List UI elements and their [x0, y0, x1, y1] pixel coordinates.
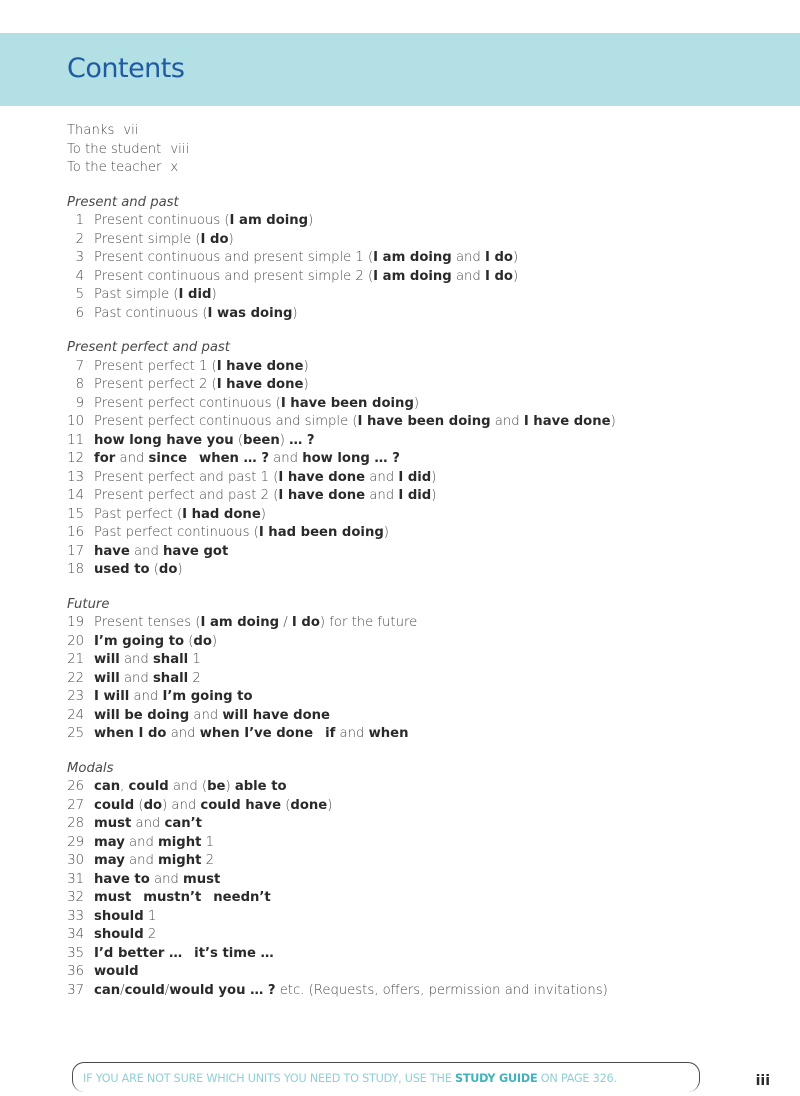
unit-row[interactable] — [67, 231, 787, 250]
unit-number: 20 — [67, 633, 84, 649]
unit-row[interactable] — [67, 487, 787, 506]
section-title: Future — [67, 596, 110, 612]
unit-row[interactable] — [67, 543, 787, 562]
unit-number: 28 — [67, 816, 84, 831]
grammar-form: I do — [291, 615, 320, 630]
front-matter-page: x — [170, 160, 179, 175]
unit-number: 21 — [67, 652, 84, 667]
grammar-form: may — [94, 834, 125, 850]
unit-text: ) — [383, 525, 389, 540]
unit-row[interactable] — [67, 797, 787, 816]
front-matter-item[interactable] — [67, 122, 787, 141]
unit-text: and — [131, 816, 165, 831]
unit-title — [94, 249, 518, 268]
unit-title — [94, 945, 274, 964]
unit-number: 15 — [67, 506, 84, 522]
grammar-form: may — [94, 853, 125, 868]
unit-title — [94, 469, 436, 488]
grammar-form: I did — [398, 488, 432, 503]
unit-number: 11 — [67, 432, 84, 448]
grammar-form: do — [158, 562, 178, 577]
unit-number: 22 — [67, 670, 84, 686]
unit-row[interactable] — [67, 725, 787, 744]
grammar-form: shall — [152, 670, 189, 686]
unit-text: ( — [149, 562, 159, 577]
unit-number: 32 — [67, 890, 84, 905]
unit-number: 12 — [67, 451, 84, 466]
unit-row[interactable] — [67, 889, 787, 908]
unit-number: 18 — [67, 562, 84, 577]
unit-title — [94, 889, 271, 908]
unit-row[interactable] — [67, 707, 787, 726]
unit-row[interactable] — [67, 469, 787, 488]
grammar-form: when — [368, 726, 409, 741]
unit-row[interactable] — [67, 212, 787, 231]
study-guide-note — [72, 1062, 700, 1092]
unit-number: 1 — [75, 213, 84, 228]
unit-text: and — [119, 670, 153, 686]
unit-text: / — [279, 615, 292, 630]
unit-number: 36 — [67, 964, 84, 979]
grammar-form: I have done — [278, 488, 366, 503]
grammar-form: would — [94, 964, 139, 979]
unit-text: Past perfect continuous ( — [94, 525, 259, 540]
grammar-form: if — [325, 726, 336, 741]
grammar-form: can’t — [164, 816, 202, 831]
grammar-form: might — [158, 834, 202, 850]
grammar-form: will have done — [222, 707, 330, 723]
grammar-form: I have done — [216, 377, 304, 392]
grammar-form: will — [94, 652, 120, 667]
front-matter-item[interactable] — [67, 141, 787, 160]
unit-row[interactable] — [67, 871, 787, 890]
header-banner — [0, 33, 800, 106]
grammar-form: how long … ? — [302, 451, 400, 466]
unit-number: 29 — [67, 834, 84, 850]
grammar-form: must — [94, 816, 132, 831]
unit-title — [94, 725, 408, 744]
grammar-form: I have done — [523, 414, 611, 429]
unit-text: ) — [303, 377, 309, 392]
grammar-form: I’m going to — [94, 633, 185, 649]
unit-text: , — [120, 779, 129, 794]
unit-number: 3 — [75, 250, 84, 265]
unit-row[interactable] — [67, 286, 787, 305]
unit-text: and — [365, 488, 399, 503]
front-matter-page: viii — [170, 141, 190, 157]
unit-title — [94, 778, 287, 797]
unit-text: etc. (Requests, offers, permission and invitations) — [275, 982, 608, 998]
grammar-form: shall — [152, 652, 189, 667]
section-title: Modals — [67, 760, 114, 776]
unit-title — [94, 413, 616, 432]
unit-text: ) — [260, 506, 266, 522]
unit-text: ) — [177, 562, 183, 577]
unit-text: / — [120, 982, 125, 998]
unit-text: ) — [225, 779, 235, 794]
grammar-form: could — [94, 797, 135, 813]
unit-title — [94, 231, 234, 250]
grammar-form: … ? — [289, 432, 315, 448]
unit-text: and — [129, 689, 163, 704]
unit-title — [94, 651, 201, 670]
unit-text: ) — [211, 633, 218, 649]
unit-title — [94, 963, 139, 982]
grammar-form: for — [94, 451, 116, 466]
unit-title — [94, 926, 156, 945]
unit-title — [94, 450, 400, 469]
unit-row[interactable] — [67, 963, 787, 982]
unit-title — [94, 982, 608, 1001]
grammar-form: could — [124, 982, 165, 998]
note-suffix: ON PAGE 326. — [537, 1072, 617, 1085]
unit-text: ( — [281, 797, 291, 813]
unit-text: ) — [292, 305, 298, 321]
grammar-form: could — [128, 779, 169, 794]
unit-row[interactable] — [67, 450, 787, 469]
unit-text: Present continuous and present simple 2 ( — [94, 268, 374, 284]
grammar-form: have got — [163, 543, 229, 559]
unit-title — [94, 871, 220, 890]
unit-number: 14 — [67, 488, 84, 503]
unit-text: ) — [431, 488, 437, 503]
unit-number: 4 — [75, 268, 84, 284]
grammar-form: I’m going to — [162, 689, 253, 704]
unit-title — [94, 543, 228, 562]
unit-title — [94, 852, 214, 871]
grammar-form: must — [94, 890, 132, 905]
unit-row[interactable] — [67, 268, 787, 287]
grammar-form: when I’ve done — [199, 726, 314, 741]
grammar-form: I am doing — [200, 615, 280, 630]
unit-row[interactable] — [67, 688, 787, 707]
unit-row[interactable] — [67, 561, 787, 580]
unit-number: 27 — [67, 797, 84, 813]
unit-row[interactable] — [67, 852, 787, 871]
unit-row[interactable] — [67, 376, 787, 395]
unit-text: Present perfect continuous ( — [94, 395, 281, 411]
unit-text: ) and — [162, 797, 201, 813]
unit-number: 2 — [75, 231, 84, 247]
grammar-form: will be doing — [94, 707, 190, 723]
grammar-form: do — [193, 633, 212, 649]
front-matter-item[interactable] — [67, 159, 787, 178]
grammar-form: I will — [94, 689, 130, 704]
unit-number: 37 — [67, 982, 84, 998]
unit-text: Present perfect 1 ( — [94, 358, 217, 374]
unit-text: ) — [228, 231, 234, 247]
unit-title — [94, 561, 183, 580]
page-title: Contents — [67, 53, 185, 84]
unit-title — [94, 834, 214, 853]
grammar-form: should — [94, 927, 144, 942]
unit-text: Past perfect ( — [94, 506, 183, 522]
unit-text: ) — [413, 395, 420, 411]
section — [67, 194, 787, 324]
unit-number: 34 — [67, 927, 84, 942]
unit-text: and — [115, 451, 149, 466]
grammar-form: I do — [484, 268, 513, 284]
unit-text: and — [268, 451, 303, 466]
unit-row[interactable] — [67, 926, 787, 945]
unit-title — [94, 305, 298, 324]
unit-row[interactable] — [67, 358, 787, 377]
unit-text: ) — [279, 432, 290, 448]
unit-text: Present perfect and past 2 ( — [94, 488, 279, 503]
unit-text: Present perfect continuous and simple ( — [94, 414, 358, 429]
unit-title — [94, 688, 253, 707]
unit-text: and — [129, 543, 164, 559]
unit-text: ) — [327, 797, 333, 813]
unit-title — [94, 614, 417, 633]
unit-text: ) for the future — [319, 615, 418, 630]
unit-number: 26 — [67, 779, 84, 794]
unit-number: 24 — [67, 707, 84, 723]
front-matter-page: vii — [123, 123, 139, 138]
grammar-form: must — [183, 871, 221, 887]
unit-text: and — [119, 652, 153, 667]
unit-title — [94, 268, 518, 287]
grammar-form: I am doing — [373, 250, 452, 265]
study-guide-link[interactable]: STUDY GUIDE — [454, 1072, 538, 1085]
unit-number: 5 — [75, 287, 84, 302]
front-matter-label: Thanks — [67, 123, 115, 138]
unit-text: and — [124, 834, 159, 850]
sections — [67, 194, 787, 1001]
grammar-form: able to — [234, 779, 287, 794]
unit-row[interactable] — [67, 413, 787, 432]
grammar-form: I am doing — [229, 213, 309, 228]
unit-title — [94, 358, 309, 377]
unit-text: ) — [512, 250, 519, 265]
section-title: Present and past — [67, 194, 179, 210]
unit-text: and — [189, 707, 223, 723]
unit-text: / — [164, 982, 170, 998]
unit-text: ( — [233, 432, 244, 448]
unit-text: Present perfect 2 ( — [94, 377, 217, 392]
contents-list — [67, 122, 787, 1000]
unit-title — [94, 286, 217, 305]
unit-number: 9 — [75, 395, 84, 411]
unit-title — [94, 506, 266, 525]
section — [67, 596, 787, 744]
note-prefix: IF YOU ARE NOT SURE WHICH UNITS YOU NEED TO STUDY, USE THE — [83, 1072, 455, 1085]
unit-text: and — [335, 726, 369, 741]
grammar-form: might — [158, 853, 202, 868]
grammar-form: I’d better … — [94, 945, 183, 961]
grammar-form: I have been doing — [280, 395, 414, 411]
grammar-form: I do — [484, 250, 513, 265]
unit-title — [94, 707, 330, 726]
unit-text: and — [124, 853, 159, 868]
unit-row[interactable] — [67, 432, 787, 451]
unit-title — [94, 376, 309, 395]
grammar-form: I have done — [278, 469, 366, 485]
unit-text: 2 — [143, 927, 157, 942]
grammar-form: mustn’t — [143, 890, 202, 905]
unit-row[interactable] — [67, 908, 787, 927]
unit-text: Present perfect and past 1 ( — [94, 469, 279, 485]
grammar-form: have — [94, 543, 130, 559]
unit-text: and — [365, 469, 399, 485]
unit-title — [94, 395, 419, 414]
unit-text: Past simple ( — [94, 287, 179, 302]
unit-title — [94, 432, 315, 451]
unit-text: Present continuous and present simple 1 ( — [94, 250, 374, 265]
unit-number: 31 — [67, 871, 84, 887]
unit-row[interactable] — [67, 651, 787, 670]
grammar-form: been — [243, 432, 280, 448]
page-number: iii — [755, 1073, 770, 1089]
unit-text: 1 — [188, 652, 201, 667]
unit-text: and — [166, 726, 200, 741]
unit-text: and — [451, 250, 485, 265]
grammar-form: can — [94, 779, 121, 794]
unit-number: 10 — [67, 414, 84, 429]
unit-row[interactable] — [67, 778, 787, 797]
unit-text: and ( — [168, 779, 208, 794]
unit-title — [94, 524, 389, 543]
unit-text: ) — [431, 469, 437, 485]
unit-title — [94, 797, 332, 816]
grammar-form: could have — [200, 797, 282, 813]
unit-number: 23 — [67, 689, 84, 704]
grammar-form: used to — [94, 562, 150, 577]
unit-number: 6 — [75, 305, 84, 321]
unit-number: 17 — [67, 543, 84, 559]
front-matter-label: To the teacher — [67, 160, 162, 175]
unit-row[interactable] — [67, 982, 787, 1001]
unit-text: Past continuous ( — [94, 305, 208, 321]
grammar-form: when … ? — [199, 451, 269, 466]
grammar-form: I have been doing — [357, 414, 491, 429]
grammar-form: will — [94, 670, 120, 686]
unit-row[interactable] — [67, 524, 787, 543]
grammar-form: be — [207, 779, 226, 794]
unit-text: ) — [308, 213, 314, 228]
grammar-form: since — [148, 451, 188, 466]
grammar-form: I did — [178, 287, 212, 302]
unit-row[interactable] — [67, 614, 787, 633]
unit-number: 25 — [67, 726, 84, 741]
unit-text: ( — [134, 797, 144, 813]
unit-row[interactable] — [67, 249, 787, 268]
unit-number: 33 — [67, 908, 84, 924]
grammar-form: I did — [398, 469, 432, 485]
unit-text: and — [490, 414, 524, 429]
unit-row[interactable] — [67, 506, 787, 525]
grammar-form: I had done — [182, 506, 261, 522]
unit-row[interactable] — [67, 305, 787, 324]
section — [67, 339, 787, 580]
unit-text: ) — [211, 287, 217, 302]
grammar-form: it’s time … — [194, 945, 274, 961]
unit-number: 7 — [75, 358, 84, 374]
unit-text: Present continuous ( — [94, 213, 230, 228]
grammar-form: should — [94, 908, 144, 924]
unit-text: ) — [303, 358, 309, 374]
unit-number: 13 — [67, 469, 84, 485]
unit-number: 35 — [67, 945, 84, 961]
grammar-form: I was doing — [207, 305, 293, 321]
unit-number: 30 — [67, 853, 84, 868]
section-title: Present perfect and past — [67, 340, 230, 355]
unit-title — [94, 815, 202, 834]
section — [67, 760, 787, 1001]
unit-title — [94, 908, 156, 927]
grammar-form: would you … ? — [169, 982, 276, 998]
study-guide-note-text — [83, 1072, 617, 1085]
grammar-form: do — [143, 797, 163, 813]
grammar-form: how long have you — [94, 432, 234, 448]
unit-title — [94, 633, 217, 652]
unit-title — [94, 487, 436, 506]
unit-title — [94, 670, 201, 689]
unit-row[interactable] — [67, 670, 787, 689]
grammar-form: I had been doing — [258, 525, 384, 540]
unit-text: ) — [512, 268, 519, 284]
unit-row[interactable] — [67, 815, 787, 834]
front-matter-label: To the student — [67, 141, 162, 157]
grammar-form: when I do — [94, 726, 167, 741]
grammar-form: I have done — [216, 358, 304, 374]
unit-row[interactable] — [67, 834, 787, 853]
unit-number: 19 — [67, 615, 84, 630]
unit-text: 1 — [143, 908, 157, 924]
grammar-form: I am doing — [373, 268, 452, 284]
unit-text: 2 — [201, 853, 215, 868]
unit-row[interactable] — [67, 395, 787, 414]
unit-row[interactable] — [67, 633, 787, 652]
unit-text: 1 — [201, 834, 215, 850]
grammar-form: I do — [200, 231, 229, 247]
front-matter — [67, 122, 787, 178]
unit-row[interactable] — [67, 945, 787, 964]
grammar-form: done — [290, 797, 328, 813]
unit-text: and — [451, 268, 485, 284]
unit-text: Present simple ( — [94, 231, 201, 247]
grammar-form: have to — [94, 871, 150, 887]
grammar-form: needn’t — [213, 890, 271, 905]
unit-text: 2 — [188, 670, 201, 686]
unit-text: ) — [610, 414, 616, 429]
unit-text: Present tenses ( — [94, 615, 201, 630]
unit-number: 8 — [75, 377, 84, 392]
unit-number: 16 — [67, 525, 84, 540]
unit-title — [94, 212, 313, 231]
grammar-form: can — [94, 982, 121, 998]
unit-text: and — [149, 871, 183, 887]
unit-text: ( — [184, 633, 194, 649]
